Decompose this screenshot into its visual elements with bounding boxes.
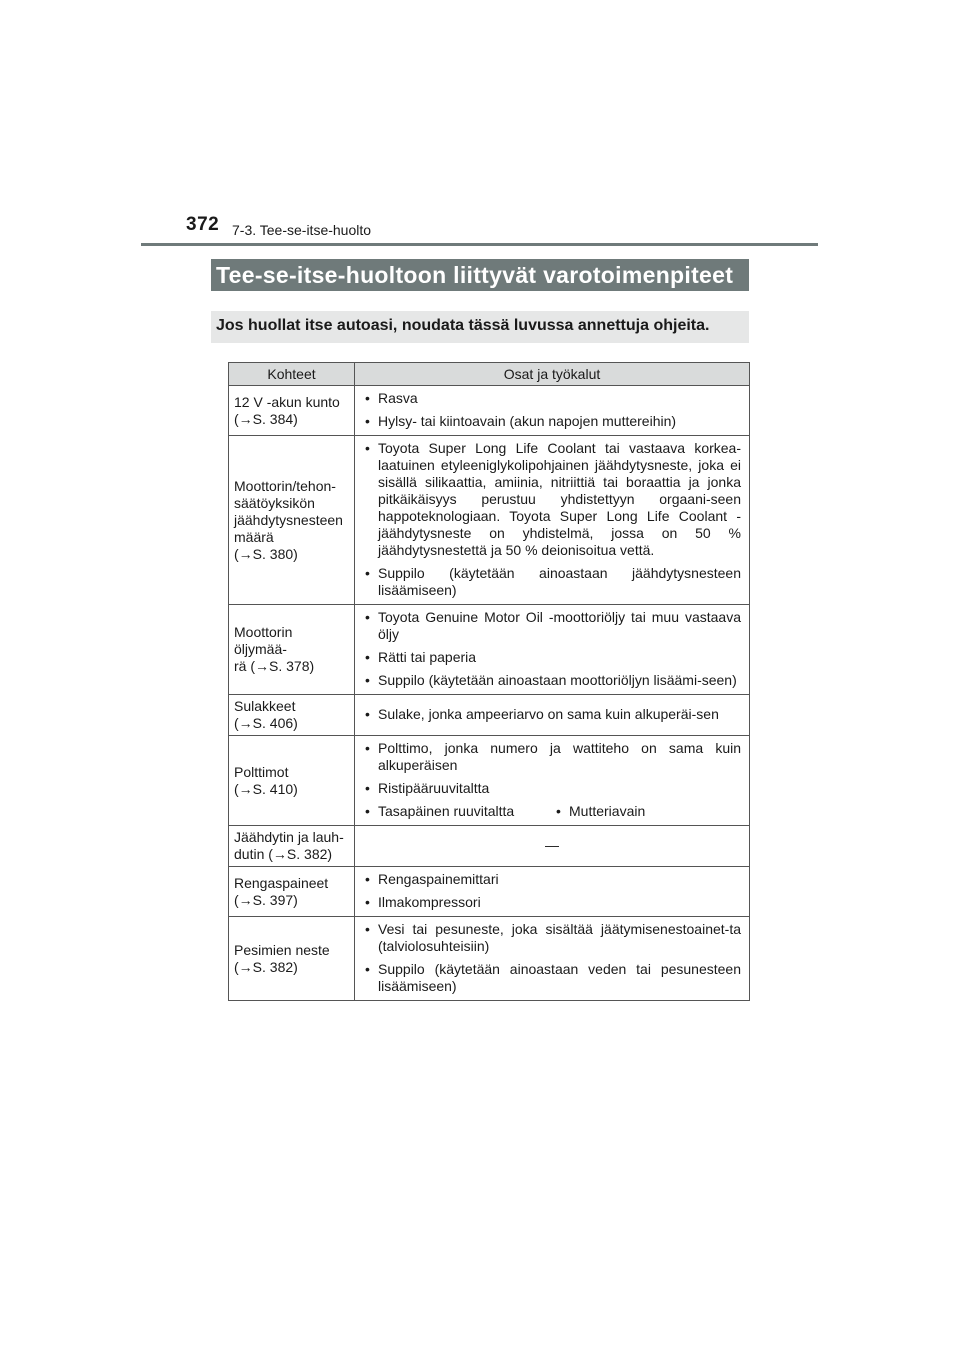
split-item: • Tasapäinen ruuvitaltta — [363, 803, 554, 820]
section-label: 7-3. Tee-se-itse-huolto — [232, 222, 372, 238]
item-cell — [229, 736, 355, 826]
item-label: Jäähdytin ja lauh- dutin (→S. 382) — [234, 829, 344, 862]
subtitle-banner — [211, 311, 749, 343]
parts-list — [363, 390, 741, 430]
page-title: Tee-se-itse-huoltoon liittyvät varotoimenpiteet — [216, 262, 734, 288]
parts-cell — [355, 436, 750, 605]
item-label: Pesimien neste (→S. 382) — [234, 941, 330, 975]
item-label: Rengaspaineet (→S. 397) — [234, 874, 329, 908]
table-row — [229, 867, 750, 917]
table-row — [229, 605, 750, 695]
item-cell — [229, 826, 355, 867]
parts-list — [363, 921, 741, 995]
item-label: Moottorin öljymää- rä (→S. 378) — [234, 624, 315, 674]
list-item: • Toyota Super Long Life Coolant tai vastaava korkea-laatuinen etyleeniglykolipohjainen jäähdytysneste, joka ei sisällä silikaattia, amiinia, nitriittiä tai boraattia ja jonka pitkäikäisyys perustuu yhdistettyyn orgaani-seen happoteknologiaan. Toyota Super Long Life Coolant -jäähdytysneste on yhdistelmä, jossa on 50 % jäähdytysnestettä ja 50 % deionisoitua vettä. — [363, 440, 741, 559]
item-label: Polttimot (→S. 410) — [234, 763, 298, 797]
page-subtitle: Jos huollat itse autoasi, noudata tässä luvussa annettuja ohjeita. — [216, 317, 710, 334]
list-item: • Suppilo (käytetään ainoastaan jäähdytysnesteen lisäämiseen) — [363, 565, 741, 599]
list-item: • Toyota Genuine Motor Oil -moottoriöljy tai muu vastaava öljy — [363, 609, 741, 643]
header-divider — [141, 243, 818, 246]
empty-dash: — — [545, 837, 559, 853]
list-item: • Ristipääruuvitaltta — [363, 780, 741, 797]
parts-list — [363, 740, 741, 820]
parts-list — [363, 609, 741, 689]
list-item: • Sulake, jonka ampeeriarvo on sama kuin alkuperäi-sen — [363, 706, 741, 723]
title-banner — [211, 259, 749, 291]
parts-cell — [355, 605, 750, 695]
item-cell — [229, 436, 355, 605]
parts-cell — [355, 386, 750, 436]
parts-list — [363, 871, 741, 911]
list-item: • Vesi tai pesuneste, joka sisältää jäätymisenestoainet-ta (talviolosuhteisiin) — [363, 921, 741, 955]
table-row — [229, 386, 750, 436]
item-label: Sulakkeet (→S. 406) — [234, 698, 298, 731]
list-item: • Polttimo, jonka numero ja wattiteho on sama kuin alkuperäisen — [363, 740, 741, 774]
parts-cell — [355, 736, 750, 826]
parts-list — [363, 440, 741, 599]
list-item: • Ilmakompressori — [363, 894, 741, 911]
list-item: • Rasva — [363, 390, 741, 407]
parts-list — [363, 706, 741, 723]
table-header-row — [229, 363, 750, 386]
table-row — [229, 917, 750, 1001]
list-item: • Suppilo (käytetään ainoastaan moottoriöljyn lisäämi-seen) — [363, 672, 741, 689]
item-cell — [229, 386, 355, 436]
parts-cell — [355, 867, 750, 917]
table-row — [229, 736, 750, 826]
item-cell — [229, 605, 355, 695]
item-cell — [229, 695, 355, 736]
list-item: • Rätti tai paperia — [363, 649, 741, 666]
split-item: • Mutteriavain — [554, 803, 645, 820]
list-item: • Rengaspainemittari — [363, 871, 741, 888]
parts-and-tools-table — [228, 362, 750, 1001]
parts-cell — [355, 695, 750, 736]
parts-cell — [355, 917, 750, 1001]
item-cell — [229, 867, 355, 917]
item-label: Moottorin/tehon- säätöyksikön jäähdytysnesteen määrä (→S. 380) — [234, 477, 343, 562]
page-number: 372 — [186, 214, 220, 235]
column-header-parts: Osat ja työkalut — [355, 363, 750, 386]
column-header-items: Kohteet — [229, 363, 355, 386]
list-item: • Hylsy- tai kiintoavain (akun napojen muttereihin) — [363, 413, 741, 430]
list-item — [363, 803, 741, 820]
item-label: 12 V -akun kunto (→S. 384) — [234, 393, 340, 427]
item-cell — [229, 917, 355, 1001]
table-row — [229, 436, 750, 605]
table-row — [229, 695, 750, 736]
list-item: • Suppilo (käytetään ainoastaan veden tai pesunesteen lisäämiseen) — [363, 961, 741, 995]
table-row — [229, 826, 750, 867]
parts-cell — [355, 826, 750, 867]
